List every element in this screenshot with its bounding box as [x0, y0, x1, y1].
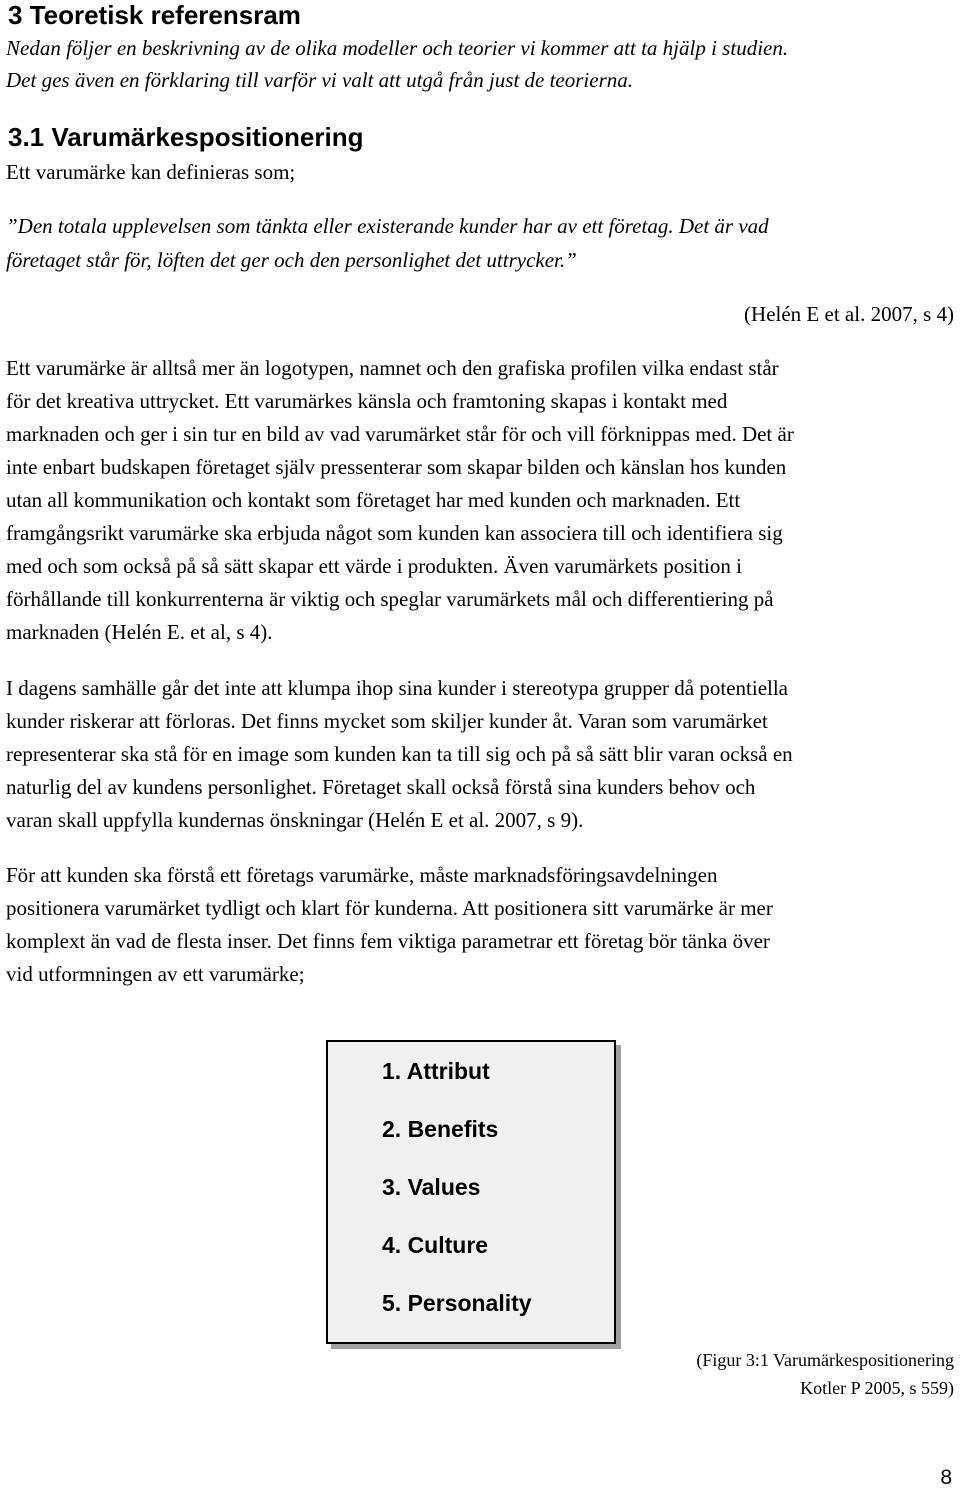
page-number: 8: [940, 1466, 952, 1489]
paragraph-line: framgångsrikt varumärke ska erbjuda något som kunden kan associera till och identifiera sig: [6, 521, 783, 545]
quote-line-1: ”Den totala upplevelsen som tänkta eller existerande kunder har av ett företag. Det är vad: [6, 214, 769, 238]
intro-line-2: Det ges även en förklaring till varför vi valt att utgå från just de teorierna.: [6, 68, 634, 92]
paragraph-line: med och som också på så sätt skapar ett värde i produkten. Även varumärkets position i: [6, 554, 742, 578]
paragraph-line: För att kunden ska förstå ett företags varumärke, måste marknadsföringsavdelningen: [6, 863, 718, 887]
figure-box: [326, 1040, 616, 1344]
paragraph-line: Ett varumärke är alltså mer än logotypen, namnet och den grafiska profilen vilka endast står: [6, 356, 779, 380]
figure-item: 3. Values: [382, 1174, 481, 1200]
figure-item: 5. Personality: [382, 1290, 532, 1316]
figure-caption-line-2: Kotler P 2005, s 559): [800, 1378, 954, 1398]
paragraph-line: förhållande till konkurrenterna är viktig och speglar varumärkets mål och differentiering på: [6, 587, 774, 611]
quote-citation: (Helén E et al. 2007, s 4): [744, 302, 954, 326]
paragraph-line: naturlig del av kundens personlighet. Företaget skall också förstå sina kunders behov och: [6, 775, 756, 799]
paragraph-line: för det kreativa uttrycket. Ett varumärkes känsla och framtoning skapas i kontakt med: [6, 389, 728, 413]
paragraph-line: positionera varumärket tydligt och klart för kunderna. Att positionera sitt varumärke är mer: [6, 896, 773, 920]
paragraph-line: marknaden och ger i sin tur en bild av vad varumärket står för och vill förknippas med. Det är: [6, 422, 794, 446]
paragraph-line: vid utformningen av ett varumärke;: [6, 962, 305, 986]
paragraph-line: inte enbart budskapen företaget själv pressenterar som skapar bilden och känslan hos kunden: [6, 455, 787, 479]
figure-item: 4. Culture: [382, 1232, 489, 1258]
subsection-heading: 3.1 Varumärkespositionering: [8, 122, 364, 152]
paragraph-line: I dagens samhälle går det inte att klumpa ihop sina kunder i stereotypa grupper då potentiella: [6, 676, 789, 700]
paragraph-line: varan skall uppfylla kundernas önskningar (Helén E et al. 2007, s 9).: [6, 808, 584, 832]
paragraph-line: representerar ska stå för en image som kunden kan ta till sig och på så sätt blir varan också en: [6, 742, 793, 766]
paragraph-line: komplext än vad de flesta inser. Det finns fem viktiga parametrar ett företag bör tänka över: [6, 929, 770, 953]
paragraph-line: kunder riskerar att förloras. Det finns mycket som skiljer kunder åt. Varan som varumärket: [6, 709, 768, 733]
paragraph-line: marknaden (Helén E. et al, s 4).: [6, 620, 273, 644]
figure-caption-line-1: (Figur 3:1 Varumärkespositionering: [696, 1350, 954, 1370]
definition-lead: Ett varumärke kan definieras som;: [6, 160, 296, 184]
intro-line-1: Nedan följer en beskrivning av de olika modeller och teorier vi kommer att ta hjälp i studien.: [6, 36, 789, 60]
paragraph-line: utan all kommunikation och kontakt som företaget har med kunden och marknaden. Ett: [6, 488, 741, 512]
quote-line-2: företaget står för, löften det ger och den personlighet det uttrycker.”: [6, 248, 577, 272]
figure-item: 2. Benefits: [382, 1116, 499, 1142]
figure-item: 1. Attribut: [382, 1058, 490, 1084]
section-heading: 3 Teoretisk referensram: [8, 0, 301, 30]
